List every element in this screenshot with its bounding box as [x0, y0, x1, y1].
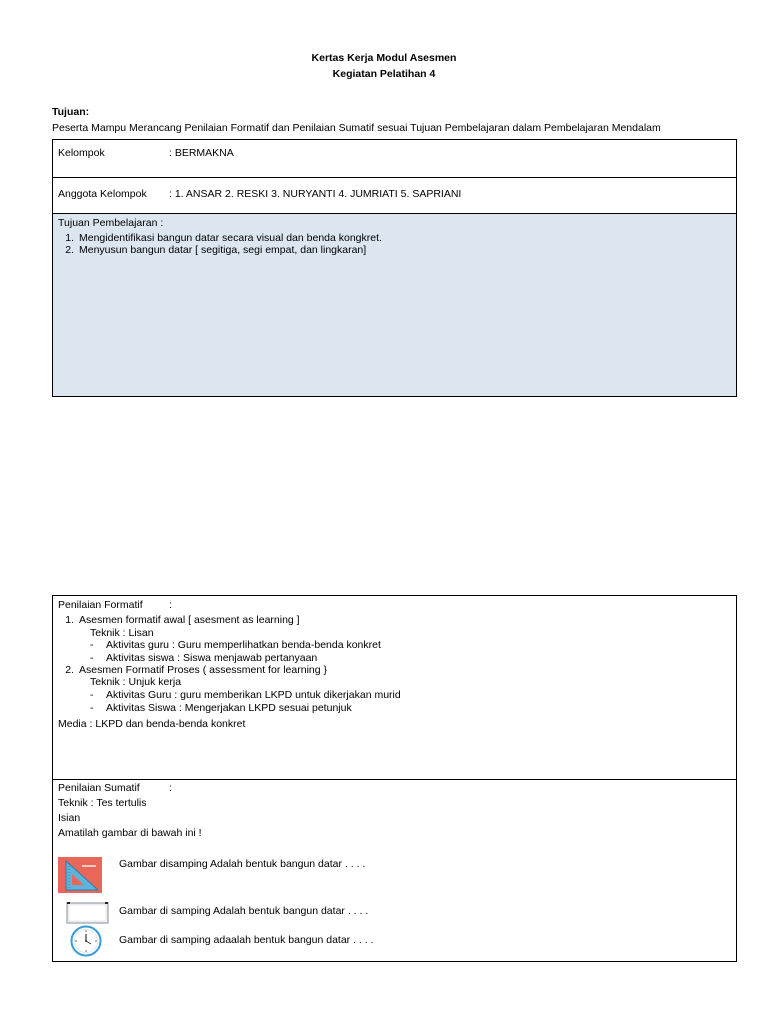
formatif-item-number: 2.	[65, 664, 74, 676]
kelompok-row	[53, 140, 736, 178]
page-subtitle: Kegiatan Pelatihan 4	[332, 68, 436, 80]
anggota-value: : 1. ANSAR 2. RESKI 3. NURYANTI 4. JUMRIATI 5. SAPRIANI	[169, 188, 462, 200]
formatif-bullet	[90, 639, 381, 651]
tp-item-text: Menyusun bangun datar [ segitiga, segi empat, dan lingkaran]	[79, 244, 367, 256]
formatif-item-title: Asesmen formatif awal [ asesment as learning ]	[79, 614, 300, 626]
set-square-icon	[58, 857, 102, 893]
sumatif-question: Gambar disamping Adalah bentuk bangun datar . . . .	[119, 858, 366, 870]
tujuan-pembelajaran-section	[53, 214, 736, 396]
tp-item-number: 2.	[65, 244, 74, 256]
formatif-bullet	[90, 689, 401, 701]
bullet-text: Aktivitas Siswa : Mengerjakan LKPD sesuai petunjuk	[106, 702, 352, 714]
formatif-bullet	[90, 702, 352, 714]
sumatif-question: Gambar di samping Adalah bentuk bangun datar . . . .	[119, 905, 369, 917]
whiteboard-icon	[66, 902, 109, 924]
formatif-item	[58, 614, 300, 626]
sumatif-section	[53, 780, 736, 961]
formatif-item	[58, 664, 327, 676]
formatif-item-teknik: Teknik : Lisan	[90, 627, 154, 639]
anggota-label: Anggota Kelompok	[58, 188, 147, 200]
formatif-section	[53, 596, 736, 780]
bullet-dash: -	[90, 652, 94, 664]
formatif-bullet	[90, 652, 317, 664]
formatif-colon: :	[169, 599, 172, 611]
tujuan-text: Peserta Mampu Merancang Penilaian Formatif dan Penilaian Sumatif sesuai Tujuan Pembelajaran dalam Pembelajaran Mendalam	[52, 122, 661, 134]
tp-item-text: Mengidentifikasi bangun datar secara visual dan benda kongkret.	[79, 232, 382, 244]
bullet-dash: -	[90, 689, 94, 701]
anggota-row	[53, 178, 736, 214]
assessment-table	[52, 595, 737, 962]
kelompok-label: Kelompok	[58, 147, 105, 159]
tp-item	[58, 244, 366, 256]
formatif-item-title: Asesmen Formatif Proses ( assessment for learning }	[79, 664, 328, 676]
sumatif-teknik: Teknik : Tes tertulis	[58, 797, 147, 809]
sumatif-question: Gambar di samping adaalah bentuk bangun datar . . . .	[119, 934, 374, 946]
tp-label: Tujuan Pembelajaran :	[58, 217, 164, 229]
formatif-media: Media : LKPD dan benda-benda konkret	[58, 718, 246, 730]
bullet-text: Aktivitas siswa : Siswa menjawab pertanyaan	[106, 652, 318, 664]
page-title: Kertas Kerja Modul Asesmen	[311, 52, 457, 64]
formatif-label: Penilaian Formatif	[58, 599, 143, 611]
sumatif-instruction: Amatilah gambar di bawah ini !	[58, 827, 202, 839]
kelompok-value: : BERMAKNA	[169, 147, 234, 159]
sumatif-isian: Isian	[58, 812, 81, 824]
bullet-text: Aktivitas Guru : guru memberikan LKPD untuk dikerjakan murid	[106, 689, 401, 701]
sumatif-colon: :	[169, 782, 172, 794]
tp-item-number: 1.	[65, 232, 74, 244]
identity-table	[52, 139, 737, 397]
sumatif-label: Penilaian Sumatif	[58, 782, 140, 794]
formatif-item-teknik: Teknik : Unjuk kerja	[90, 676, 182, 688]
formatif-item-number: 1.	[65, 614, 74, 626]
tujuan-label: Tujuan:	[52, 106, 90, 118]
bullet-dash: -	[90, 639, 94, 651]
clock-icon	[70, 925, 102, 957]
bullet-text: Aktivitas guru : Guru memperlihatkan benda-benda konkret	[106, 639, 381, 651]
bullet-dash: -	[90, 702, 94, 714]
tp-item	[58, 232, 382, 244]
